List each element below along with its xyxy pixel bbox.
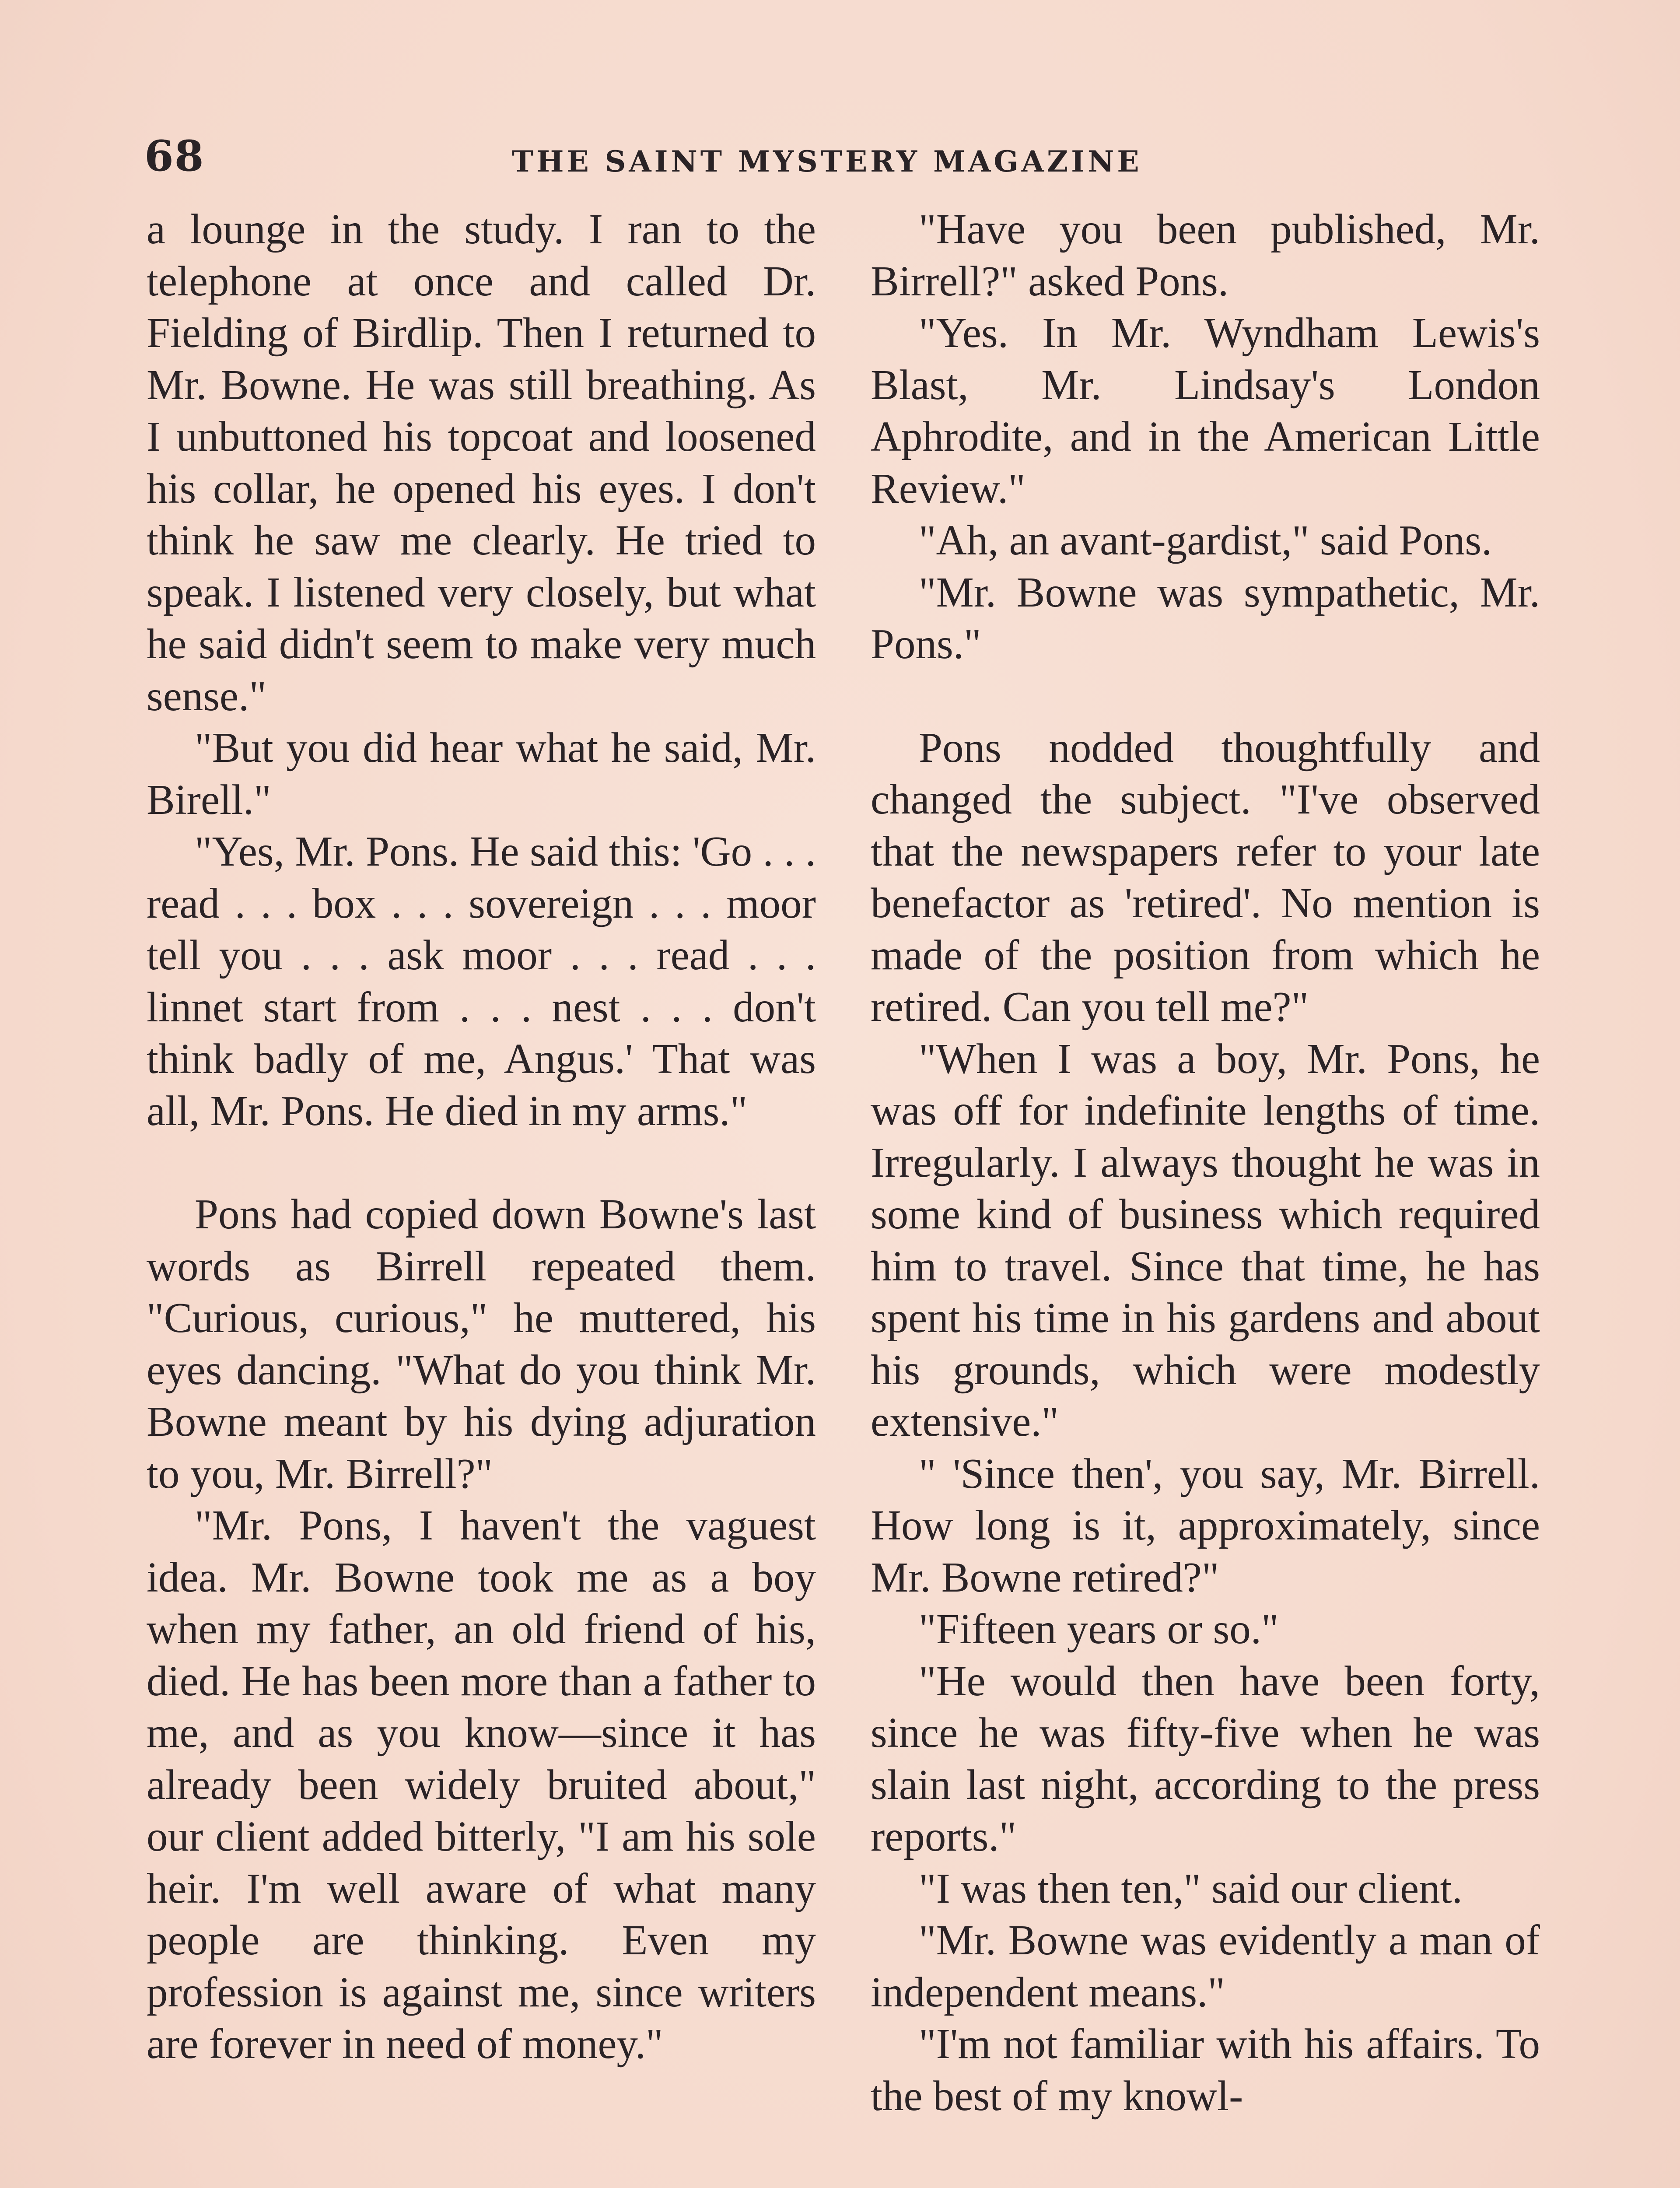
page-number: 68 (144, 131, 205, 181)
paragraph: "When I was a boy, Mr. Pons, he was off for indefinite lengths of time. Irregularly. I always thought he was in some kind of business which required him to travel. Since that time, he has spent his time in his gardens and about his grounds, which were modestly extensive." (871, 1035, 1540, 1445)
paragraph: "Mr. Pons, I haven't the vaguest idea. Mr. Bowne took me as a boy when my father, an old friend of his, died. He has been more than a father to me, and as you know—since it has already been widely bruited about," our client added bitterly, "I am his sole heir. I'm well aware of what many people are thinking. Even my profession is against me, since writers are forever in need of money." (147, 1502, 816, 2067)
paragraph: "Fifteen years or so." (919, 1606, 1279, 1652)
paragraph: "But you did hear what he said, Mr. Birell." (147, 724, 816, 823)
paragraph: "Yes. In Mr. Wyndham Lewis's Blast, Mr. Lindsay's London Aphrodite, and in the American Little Review." (871, 309, 1540, 512)
paragraph: "Mr. Bowne was evidently a man of independent means." (871, 1917, 1540, 2016)
paragraph: Pons nodded thoughtfully and changed the subject. "I've observed that the newspapers refer to your late benefactor as 'retired'. No mention is made of the position from which he retired. Can you tell me?" (871, 724, 1540, 1030)
paragraph: "Yes, Mr. Pons. He said this: 'Go . . . read . . . box . . . sovereign . . . moor tell you . . . ask moor . . . read . . . linnet start from . . . nest . . . don't think badly of me, Angus.' That was all, Mr. Pons. He died in my arms." (147, 828, 816, 1134)
right-column (871, 203, 1540, 2122)
paragraph: "I'm not familiar with his affairs. To the best of my knowl- (871, 2020, 1540, 2119)
paragraph: "Have you been published, Mr. Birrell?" asked Pons. (871, 206, 1540, 305)
paragraph: "He would then have been forty, since he was fifty-five when he was slain last night, according to the press reports." (871, 1657, 1540, 1860)
paragraph: a lounge in the study. I ran to the telephone at once and called Dr. Fielding of Birdlip. Then I returned to Mr. Bowne. He was still breathing. As I unbuttoned his topcoat and loosened his collar, he opened his eyes. I don't think he saw me clearly. He tried to speak. I listened very closely, but what he said didn't seem to make very much sense." (147, 206, 816, 719)
paragraph: "Ah, an avant-gardist," said Pons. (919, 517, 1492, 564)
paragraph: Pons had copied down Bowne's last words as Birrell repeated them. "Curious, curious," he muttered, his eyes dancing. "What do you think Mr. Bowne meant by his dying adjuration to you, Mr. Birrell?" (147, 1191, 816, 1497)
running-head: THE SAINT MYSTERY MAGAZINE (512, 144, 1142, 179)
left-column (147, 203, 816, 2070)
page-header (144, 127, 1544, 193)
paragraph: " 'Since then', you say, Mr. Birrell. How long is it, approximately, since Mr. Bowne retired?" (871, 1450, 1540, 1601)
paragraph: "Mr. Bowne was sympathetic, Mr. Pons." (871, 568, 1540, 667)
paragraph: "I was then ten," said our client. (919, 1865, 1463, 1912)
